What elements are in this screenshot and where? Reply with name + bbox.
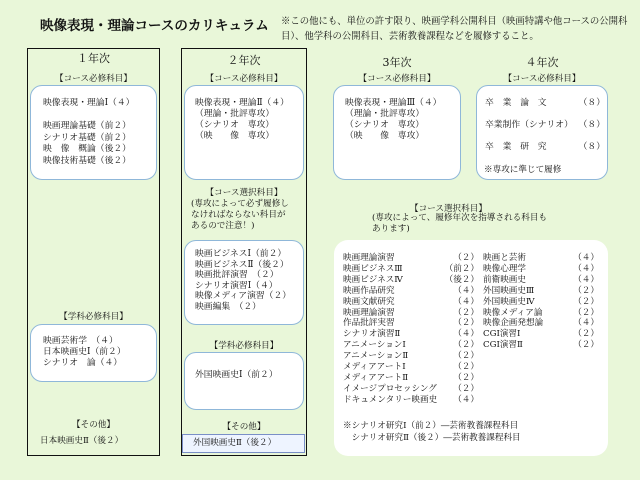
year1-required-course-box — [30, 85, 157, 180]
course-row — [343, 340, 479, 351]
course-credit: （２） — [453, 362, 479, 373]
course-item: 映画理論基礎（前２） — [43, 121, 131, 131]
course-name: 外国映画史Ⅲ — [483, 285, 535, 296]
course-name: 卒 業 論 文 — [485, 98, 547, 108]
course-row — [343, 318, 479, 329]
page-note: ※この他にも、単位の許す限り、映画学科公開科目（映画特講や他コースの公開科目）、他学科の公開科目、芸術教養課程などを履修すること。 — [281, 16, 628, 42]
course-row — [343, 264, 479, 275]
course-item: 映像表現・理論Ⅲ（４） — [345, 98, 442, 108]
course-row — [483, 318, 599, 329]
course-item: （理論・批評専攻） — [345, 109, 425, 119]
year4-required-note: ※専攻に準じて履修 — [484, 165, 562, 175]
course-credit: （４） — [453, 329, 479, 340]
course-credit: （２） — [573, 296, 599, 307]
course-name: 映画作品研究 — [343, 285, 395, 296]
course-row — [483, 275, 599, 286]
note-line: (専攻によって、履修年次を指導される科目も — [372, 213, 548, 223]
course-item: 日本映画史Ⅰ（前２） — [43, 347, 126, 357]
course-name: 映像企画発想論 — [483, 318, 544, 329]
upper-elective-left-list — [343, 253, 479, 406]
course-item: （映 像 専攻） — [345, 131, 425, 141]
course-row — [343, 329, 479, 340]
course-name: 作品批評実習 — [343, 318, 395, 329]
course-credit: （２） — [573, 340, 599, 351]
course-item: （シナリオ 専攻） — [345, 120, 425, 130]
year4-label: ４年次 — [525, 56, 559, 69]
course-name: 映像メディア論 — [483, 307, 543, 318]
course-name: メディアアートⅡ — [343, 372, 409, 383]
year1-label: １年次 — [77, 52, 110, 65]
course-item: 映画ビジネスⅡ（後２） — [195, 259, 289, 270]
course-item: シナリオ 論（４） — [43, 358, 123, 368]
year2-other-item: 外国映画史Ⅱ（後２） — [193, 438, 277, 448]
course-row — [483, 297, 599, 308]
course-name: 卒 業 研 究 — [485, 142, 547, 152]
course-name: 映画ビジネスⅢ — [343, 263, 403, 274]
course-row — [343, 253, 479, 264]
upper-elective-note — [372, 213, 547, 235]
note-line: なければならない科目が — [191, 210, 286, 220]
year2-elective-header: 【コース選択科目】 — [205, 188, 283, 198]
year3-required-course-header: 【コース必修科目】 — [358, 74, 436, 84]
course-item: 映画批評演習 （２） — [195, 270, 279, 281]
upper-elective-right-list — [483, 253, 599, 351]
course-item: 映像メディア演習（２） — [195, 291, 292, 302]
year2-required-dept-box — [184, 352, 304, 410]
course-name: メディアアートⅠ — [343, 362, 406, 373]
year2-required-course-header: 【コース必修科目】 — [205, 74, 283, 84]
course-item: 映像表現・理論Ⅰ（４） — [43, 98, 135, 108]
year2-other-header: 【その他】 — [222, 422, 266, 432]
course-credit: （２） — [453, 351, 479, 362]
course-credit: （２） — [573, 329, 599, 340]
course-name: イメージプロセッシング — [343, 383, 437, 394]
note-line: あります) — [372, 224, 410, 234]
note-line: あるので注意！) — [191, 221, 255, 231]
course-credit: （４） — [453, 296, 479, 307]
course-item: 映 像 概論（後２） — [43, 144, 131, 154]
year2-required-dept-item: 外国映画史Ⅰ（前２） — [195, 370, 278, 380]
course-credit: （８） — [578, 142, 605, 152]
course-credit: （２） — [453, 307, 479, 318]
course-credit: （２） — [453, 340, 479, 351]
year2-required-dept-header: 【学科必修科目】 — [209, 341, 279, 351]
course-row — [343, 373, 479, 384]
year2-label: ２年次 — [227, 54, 261, 67]
footnote-line: ※シナリオ研究Ⅰ（前２）―芸術教養課程科目 — [343, 421, 519, 431]
course-credit: （４） — [573, 263, 599, 274]
course-credit: （２） — [453, 253, 479, 263]
course-credit: （２） — [573, 285, 599, 296]
course-item: 映像技術基礎（後２） — [43, 155, 131, 166]
course-row — [483, 329, 599, 340]
course-credit: （２） — [453, 383, 479, 394]
course-credit: （４） — [573, 318, 599, 329]
course-name: 映画と芸術 — [483, 253, 526, 263]
year3-required-course-box — [333, 85, 461, 180]
year1-other-item: 日本映画史Ⅱ（後２） — [40, 436, 124, 446]
course-row — [483, 286, 599, 297]
course-item: 映像表現・理論Ⅱ（４） — [195, 98, 289, 108]
course-credit: （４） — [573, 253, 599, 263]
year4-required-course-box — [476, 85, 608, 180]
course-credit: （後２） — [444, 274, 479, 285]
year1-required-dept-header: 【学科必修科目】 — [59, 312, 128, 322]
course-item: （理論・批評専攻） — [195, 109, 275, 119]
year2-elective-box — [184, 240, 304, 325]
course-name: アニメーションⅡ — [343, 351, 409, 362]
year3-label: 3年次 — [382, 56, 412, 69]
course-name: CGI演習Ⅱ — [483, 340, 523, 351]
year1-required-course-header: 【コース必修科目】 — [55, 74, 132, 84]
course-credit: （４） — [453, 394, 479, 405]
course-item — [43, 110, 148, 122]
course-credit: （４） — [453, 285, 479, 296]
course-item: シナリオ基礎（前２） — [43, 132, 131, 143]
note-line: (専攻によって必ず履修し — [191, 199, 289, 209]
course-row — [485, 120, 605, 131]
course-item: 映画芸術学 （４） — [43, 336, 118, 346]
page-title: 映像表現・理論コースのカリキュラム — [40, 18, 269, 34]
course-credit: （８） — [578, 120, 605, 130]
year2-required-course-box — [184, 85, 304, 180]
course-item: シナリオ演習Ⅰ（４） — [195, 280, 278, 291]
course-row — [343, 286, 479, 297]
course-row — [343, 395, 479, 406]
course-name: 外国映画史Ⅳ — [483, 296, 535, 307]
course-row — [483, 340, 599, 351]
year4-required-course-header: 【コース必修科目】 — [503, 74, 581, 84]
footnote-line: シナリオ研究Ⅱ（後２）―芸術教養課程科目 — [343, 433, 521, 443]
course-name: CGI演習Ⅰ — [483, 329, 521, 340]
year2-elective-note — [191, 199, 289, 232]
course-name: 映画文献研究 — [343, 296, 395, 307]
course-credit: （８） — [578, 98, 605, 108]
course-row — [343, 275, 479, 286]
year1-required-dept-box — [30, 324, 157, 382]
course-name: ドキュメンタリー映画史 — [343, 394, 438, 405]
course-name: シナリオ演習Ⅱ — [343, 329, 401, 340]
course-row — [343, 308, 479, 319]
course-row — [343, 351, 479, 362]
course-name: 映画理論演習 — [343, 253, 395, 263]
course-item: 映画編集 （２） — [195, 301, 261, 312]
course-credit: （２） — [453, 372, 479, 383]
course-row — [343, 384, 479, 395]
course-name: 映画ビジネスⅣ — [343, 274, 403, 285]
course-row — [343, 362, 479, 373]
course-item: （シナリオ 専攻） — [195, 120, 275, 130]
course-row — [483, 253, 599, 264]
course-row — [485, 142, 605, 153]
upper-elective-footnotes — [343, 420, 521, 444]
course-item: （映 像 専攻） — [195, 131, 275, 141]
course-credit: （４） — [573, 274, 599, 285]
course-name: 前衛映画史 — [483, 274, 526, 285]
course-row — [343, 297, 479, 308]
course-credit: （前２） — [444, 263, 479, 274]
year1-other-header: 【その他】 — [72, 420, 115, 430]
course-row — [485, 98, 605, 109]
course-item: 映画ビジネスⅠ（前２） — [195, 249, 287, 259]
course-name: 映像心理学 — [483, 263, 526, 274]
course-name: 映画理論演習 — [343, 307, 395, 318]
course-name: アニメーションⅠ — [343, 340, 406, 351]
course-credit: （２） — [453, 318, 479, 329]
course-row — [483, 264, 599, 275]
course-row — [483, 308, 599, 319]
course-name: 卒業制作（シナリオ） — [485, 120, 573, 130]
upper-elective-header: 【コース選択科目】 — [410, 204, 487, 214]
course-credit: （２） — [573, 307, 599, 318]
